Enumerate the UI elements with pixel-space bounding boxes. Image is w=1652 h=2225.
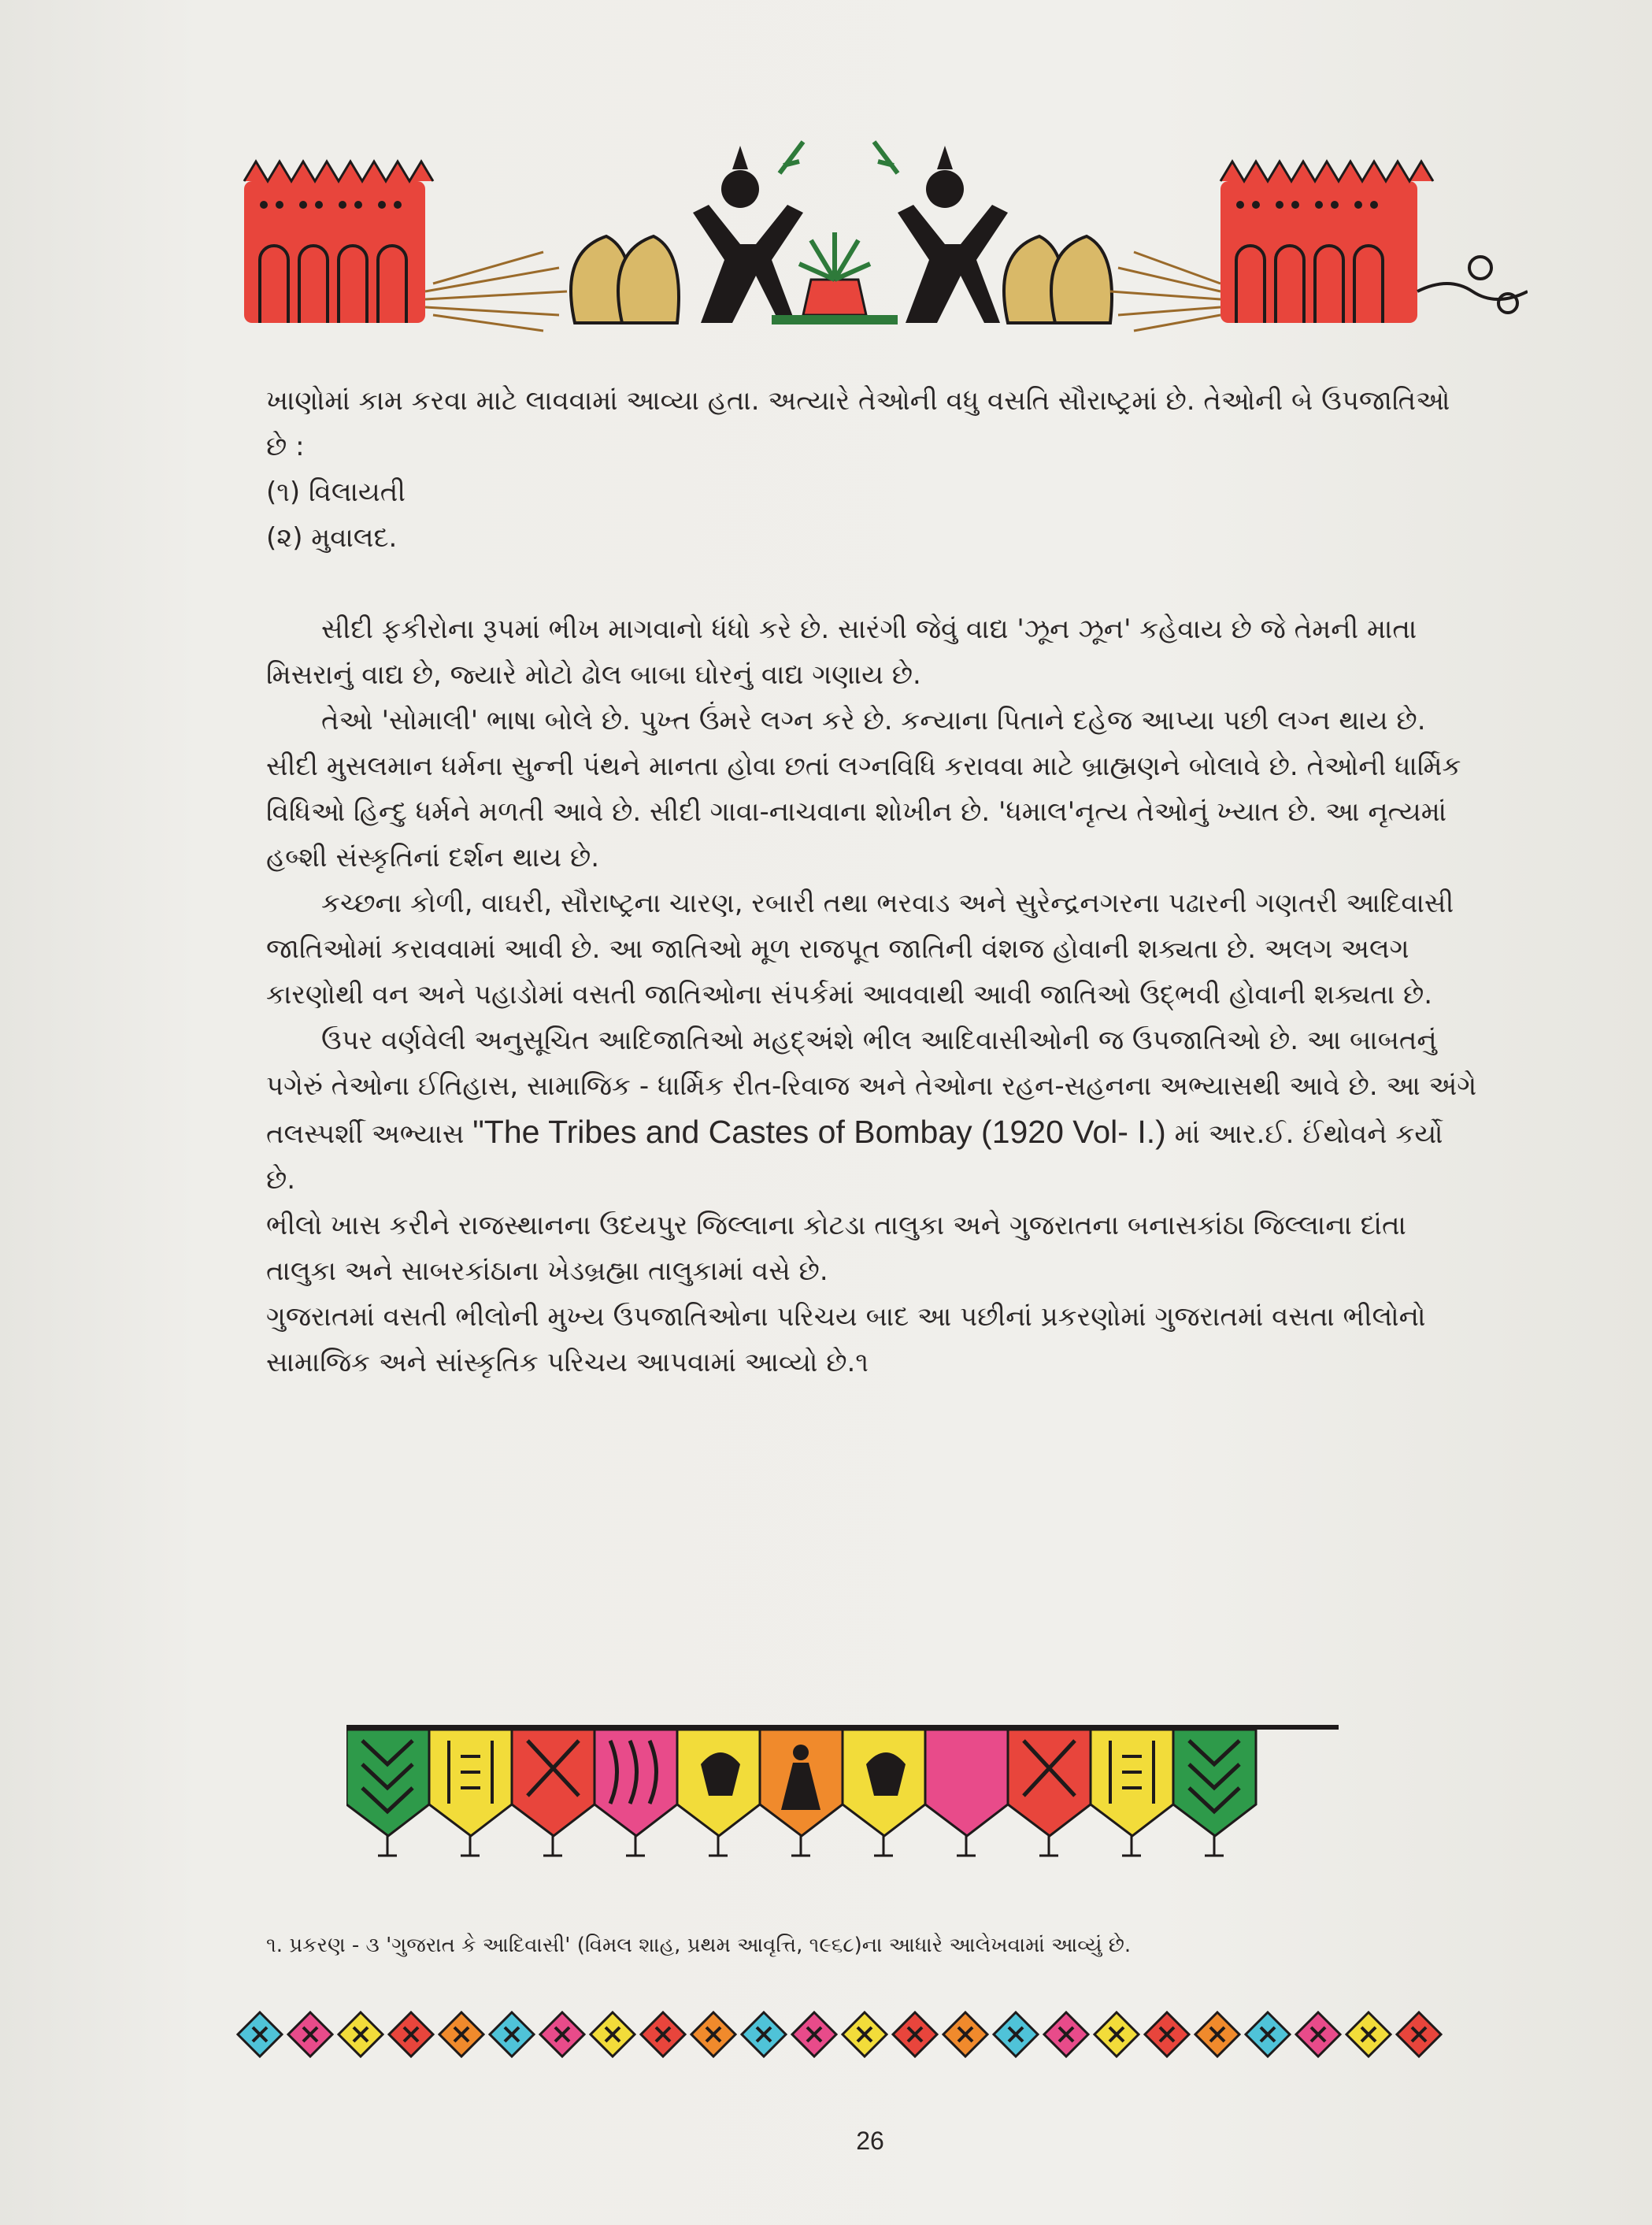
right-dancer-figure (874, 142, 1008, 323)
list-item-vilayati: (૧) વિલાયતી (266, 477, 406, 508)
scroll-swirl (1417, 257, 1528, 313)
paragraph-bhil-location: ભીલો ખાસ કરીને રાજસ્થાનના ઉદયપુર જિલ્લાના કોટડા તાલુકા અને ગુજરાતના બનાસકાંઠા જિલ્લાના દાંતા તાલુકા અને સાબરકાંઠાના ખેડબ્રહ્મા તાલુકામાં વસે છે. (266, 1210, 1406, 1287)
right-bird-figures (1004, 236, 1112, 323)
left-wheat-sheaf (425, 252, 567, 331)
left-bottle-figures (244, 161, 433, 323)
right-bottle-figures (1220, 161, 1433, 323)
paragraph-kutch-tribes: કચ્છના કોળી, વાઘરી, સૌરાષ્ટ્રના ચારણ, રબારી તથા ભરવાડ અને સુરેન્દ્રનગરના પઢારની ગણતરી આદિવાસી જાતિઓમાં કરાવવામાં આવી છે. આ જાતિઓ મૂળ રાજપૂત જાતિની વંશજ હોવાની શક્યતા છે. અલગ અલગ કારણોથી વન અને પહાડોમાં વસતી જાતિઓના સંપર્કમાં આવવાથી આવી જાતિઓ ઉદ્ભવી હોવાની શક્યતા છે. (266, 888, 1454, 1011)
page-number: 26 (856, 2127, 884, 2155)
bottom-decorative-border (236, 2004, 1496, 2064)
paragraph-somali-language: તેઓ 'સોમાલી' ભાષા બોલે છે. પુખ્ત ઉંમરે લગ્ન કરે છે. કન્યાના પિતાને દહેજ આપ્યા પછી લગ્ન થાય છે. સીદી મુસલમાન ધર્મના સુન્ની પંથને માનતા હોવા છતાં લગ્નવિધિ કરાવવા માટે બ્રાહ્મણને બોલાવે છે. તેઓની ધાર્મિક વિધિઓ હિન્દુ ધર્મને મળતી આવે છે. સીદી ગાવા-નાચવાના શોખીન છે. 'ધમાલ'નૃત્ય તેઓનું ખ્યાત છે. આ નૃત્યમાં હબ્શી સંસ્કૃતિનાં દર્શન થાય છે. (266, 705, 1461, 873)
list-item-muvalad: (૨) મુવાલદ. (266, 522, 398, 554)
paragraph-bhil-culture: ગુજરાતમાં વસતી ભીલોની મુખ્ય ઉપજાતિઓના પરિચય બાદ આ પછીનાં પ્રકરણોમાં ગુજરાતમાં વસતા ભીલોનો સામાજિક અને સાંસ્કૃતિક પરિચય આપવામાં આવ્યો છે.૧ (266, 1301, 1426, 1378)
left-dancer-figure (693, 142, 803, 323)
toran-decoration (346, 1717, 1339, 1867)
right-wheat-sheaf (1110, 252, 1220, 331)
footnote: ૧. પ્રકરણ - ૩ 'ગુજરાત કે આદિવાસી' (વિમલ શાહ, પ્રથમ આવૃત્તિ, ૧૯૬૮)ના આધારે આલેખવામાં આવ્યું છે. (266, 1934, 1132, 1957)
body-text (266, 378, 1479, 1385)
left-bird-figures (571, 236, 679, 323)
book-title-english: "The Tribes and Castes of Bombay (1920 Vol- I.) (472, 1114, 1166, 1150)
paragraph-bhil-end: માં આર.ઈ. ઈંથોવને કર્યો છે. (266, 1118, 1443, 1196)
paragraph-bhil-start: ઉપર વર્ણવેલી અનુસૂચિત આદિજાતિઓ મહદ્અંશે ભીલ આદિવાસીઓની જ ઉપજાતિઓ છે. આ બાબતનું પગેરું તેઓના ઈતિહાસ, સામાજિક - ધાર્મિક રીત-રિવાજ અને તેઓના રહન-સહનના અભ્યાસથી આવે છે. આ અંગે તલસ્પર્શી અભ્યાસ (266, 1025, 1477, 1150)
paragraph-mining-intro: ખાણોમાં કામ કરવા માટે લાવવામાં આવ્યા હતા. અત્યારે તેઓની વધુ વસતિ સૌરાષ્ટ્રમાં છે. તેઓની બે ઉપજાતિઓ છે : (266, 385, 1450, 462)
top-decorative-border (228, 134, 1528, 347)
paragraph-bhil-subtribes (266, 1018, 1479, 1203)
paragraph-sidi-fakirs: સીદી ફકીરોના રૂપમાં ભીખ માગવાનો ધંધો કરે છે. સારંગી જેવું વાદ્ય 'ઝૂન ઝૂન' કહેવાય છે જે તેમની માતા મિસરાનું વાદ્ય છે, જ્યારે મોટો ઢોલ બાબા ઘોરનું વાદ્ય ગણાય છે. (266, 614, 1417, 691)
